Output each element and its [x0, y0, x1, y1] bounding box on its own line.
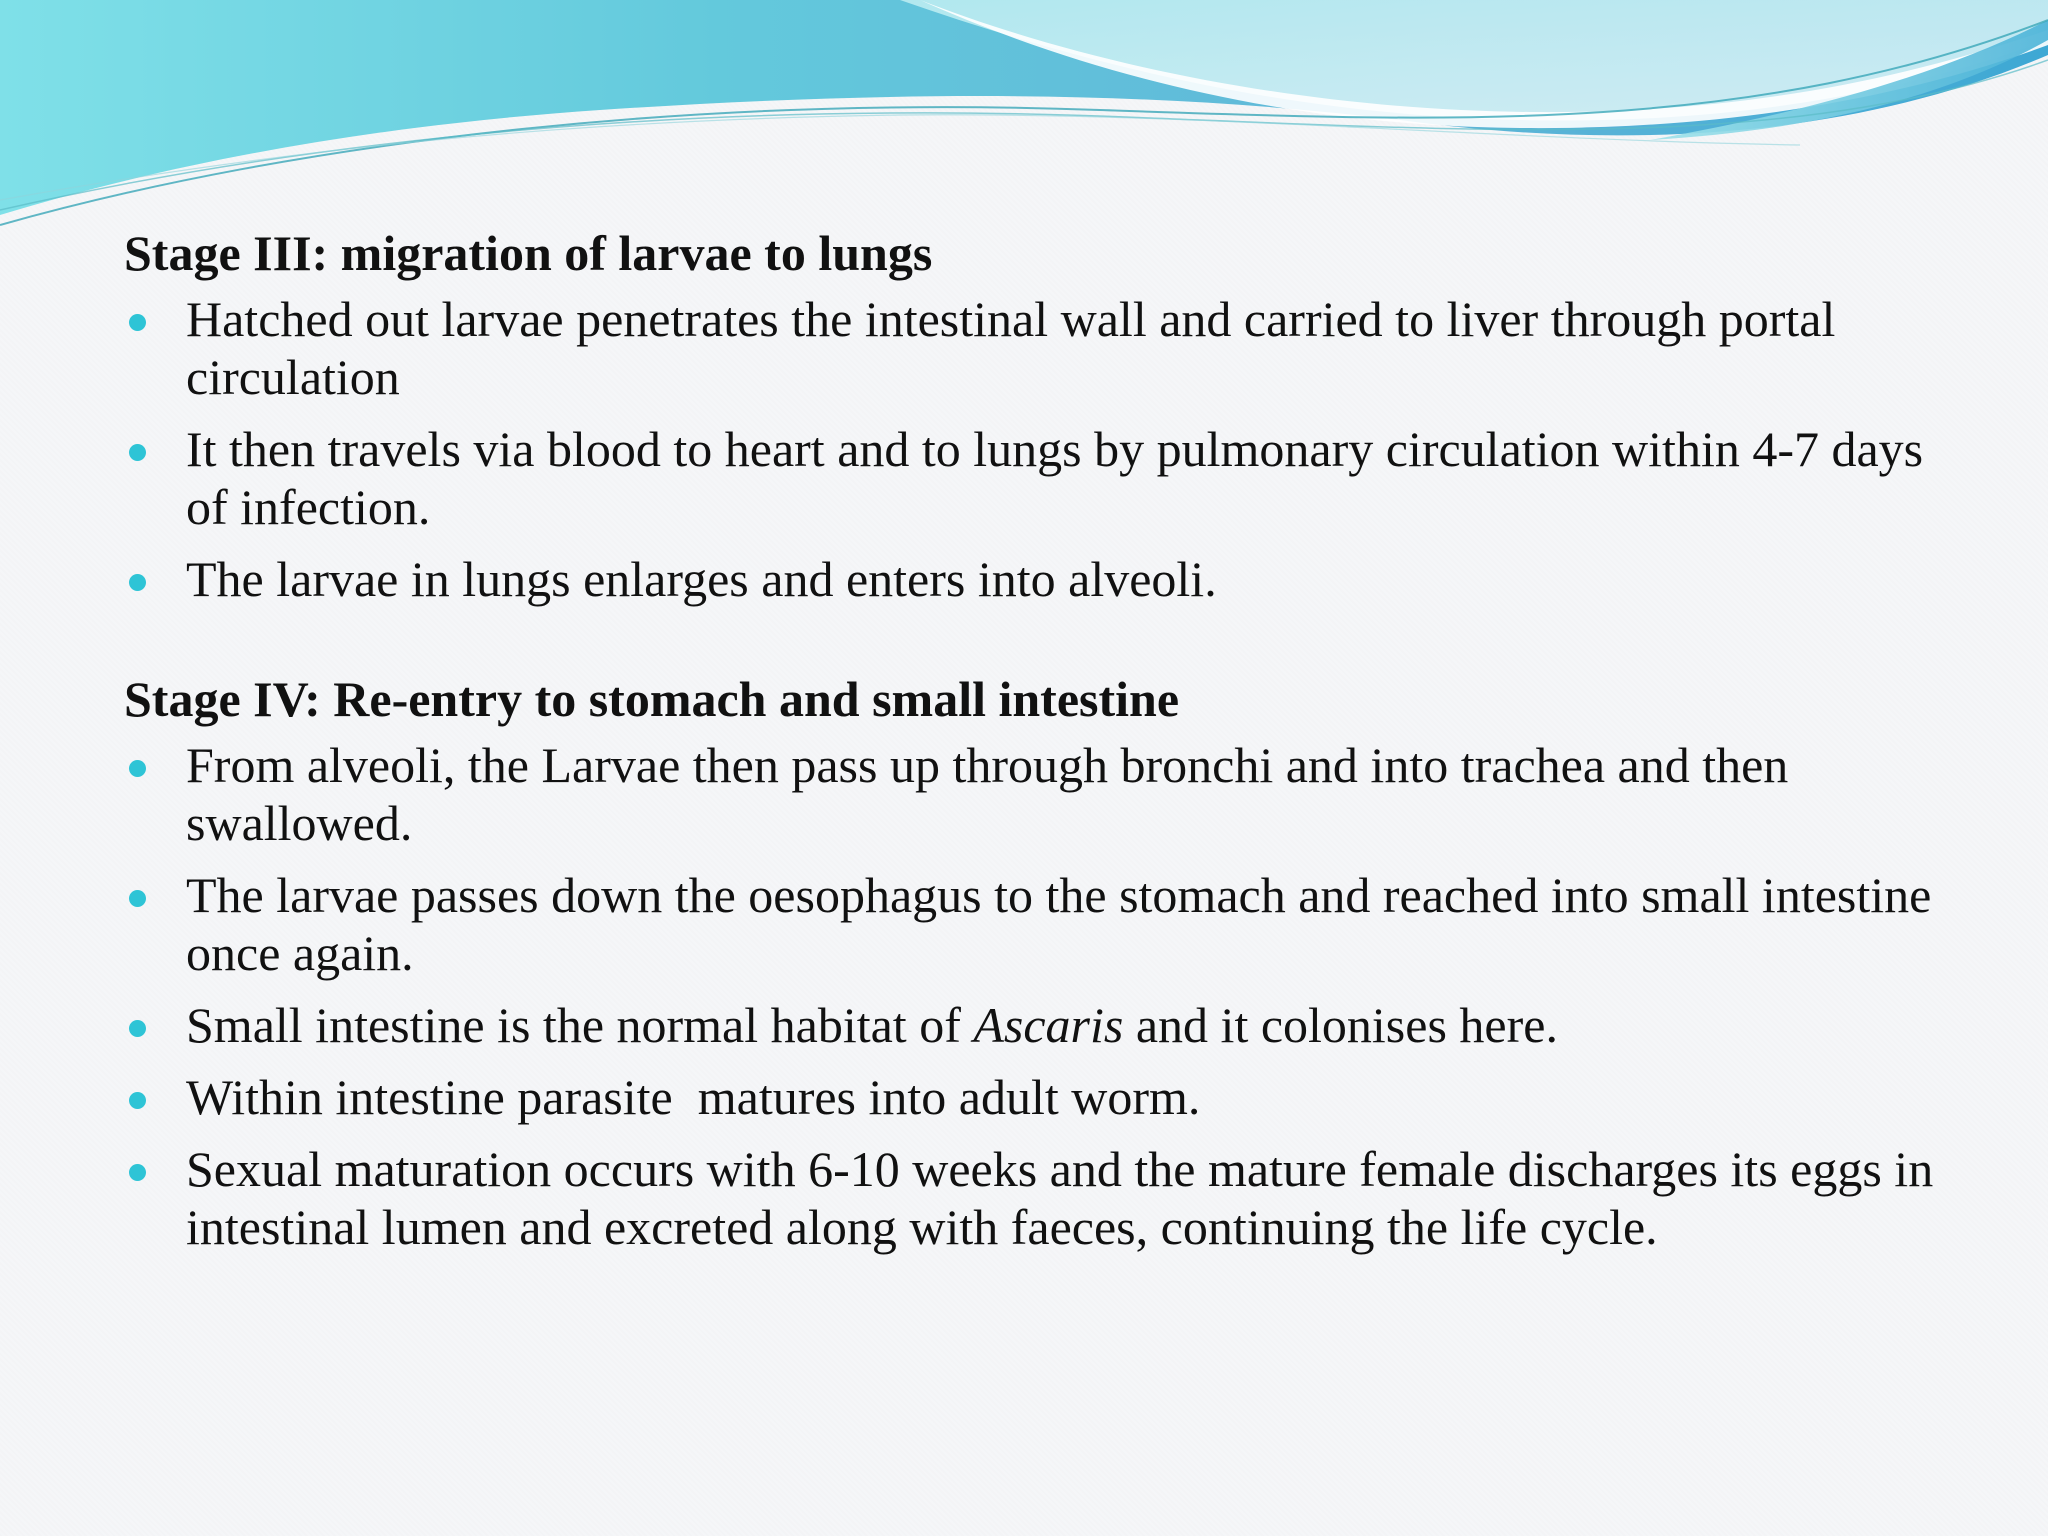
- list-item: [124, 290, 1944, 406]
- list-item: [124, 736, 1944, 852]
- list-item: [124, 550, 1944, 608]
- bullet-dot-icon: [129, 444, 146, 461]
- stage-iv-bullet-list: [124, 736, 1944, 1256]
- slide-content: [124, 224, 1944, 1270]
- bullet-text: Hatched out larvae penetrates the intestinal wall and carried to liver through portal circulation: [186, 291, 1836, 405]
- list-item: [124, 1140, 1944, 1256]
- bullet-dot-icon: [129, 1092, 146, 1109]
- list-item: [124, 866, 1944, 982]
- stage-iii-bullet-list: [124, 290, 1944, 608]
- bullet-text-after: and it colonises here.: [1123, 997, 1558, 1053]
- list-item: [124, 420, 1944, 536]
- bullet-dot-icon: [129, 890, 146, 907]
- bullet-text: It then travels via blood to heart and to lungs by pulmonary circulation within 4-7 days of infection.: [186, 421, 1924, 535]
- list-item: [124, 996, 1944, 1054]
- bullet-dot-icon: [129, 1164, 146, 1181]
- bullet-text-before: Small intestine is the normal habitat of: [186, 997, 974, 1053]
- genus-name: Ascaris: [973, 997, 1124, 1053]
- bullet-text: The larvae passes down the oesophagus to the stomach and reached into small intestine once again.: [186, 867, 1932, 981]
- bullet-dot-icon: [129, 760, 146, 777]
- bullet-text: The larvae in lungs enlarges and enters into alveoli.: [186, 551, 1217, 607]
- bullet-dot-icon: [129, 314, 146, 331]
- stage-iv-heading: Stage IV: Re-entry to stomach and small intestine: [124, 671, 1180, 727]
- bullet-dot-icon: [129, 574, 146, 591]
- bullet-text: Within intestine parasite matures into adult worm.: [186, 1069, 1201, 1125]
- bullet-text: From alveoli, the Larvae then pass up through bronchi and into trachea and then swallowed.: [186, 737, 1789, 851]
- decorative-wave-header: [0, 0, 2048, 240]
- bullet-dot-icon: [129, 1020, 146, 1037]
- list-item: [124, 1068, 1944, 1126]
- bullet-text: Sexual maturation occurs with 6-10 weeks and the mature female discharges its eggs in intestinal lumen and excreted along with faeces, continuing the life cycle.: [186, 1141, 1934, 1255]
- stage-iii-heading: Stage III: migration of larvae to lungs: [124, 225, 933, 281]
